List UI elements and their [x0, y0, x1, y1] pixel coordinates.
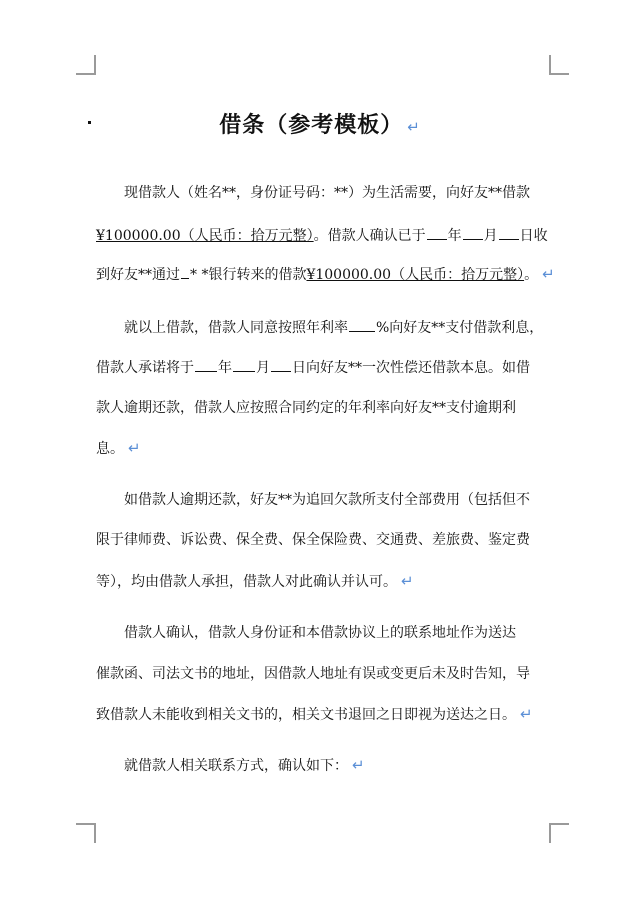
text: 现借款人（姓名**，身份证号码：**）为生活需要，向好友**借款 — [124, 185, 530, 201]
text: 年 — [447, 228, 462, 244]
loan-amount: ¥100000.00（人民币：拾万元整） — [96, 228, 314, 244]
page-corner-top-left — [76, 55, 96, 75]
text: 就以上借款，借款人同意按照年利率 — [124, 320, 348, 336]
p4-line-1 — [124, 623, 516, 643]
loan-amount: ¥100000.00（人民币：拾万元整） — [306, 267, 525, 283]
title-text: 借条（参考模板） — [219, 113, 404, 138]
text: 月 — [256, 360, 270, 376]
text: 。 — [524, 267, 539, 283]
blank-field — [463, 225, 483, 240]
text: 日向好友**一次性偿还借款本息。如借 — [292, 360, 530, 376]
p1-line-3 — [96, 264, 555, 285]
text: 款人逾期还款，借款人应按照合同约定的年利率向好友**支付逾期利 — [96, 400, 516, 416]
text: 就借款人相关联系方式，确认如下： — [124, 758, 348, 774]
text: 。借款人确认已于 — [313, 228, 426, 244]
blank-field — [181, 264, 189, 279]
text: %向好友**支付借款利息， — [376, 320, 544, 336]
blank-field — [233, 357, 255, 372]
page-corner-bottom-right — [549, 823, 569, 843]
p2-line-2 — [96, 357, 530, 378]
p4-line-3 — [96, 704, 533, 725]
blank-field — [499, 225, 519, 240]
paragraph-mark-icon: ↵ — [128, 439, 141, 457]
paragraph-mark-icon: ↵ — [542, 265, 555, 283]
blank-field — [349, 317, 375, 332]
text: 到好友**通过 — [96, 267, 180, 283]
p3-line-1 — [124, 490, 530, 510]
blank-field — [427, 225, 447, 240]
p3-line-3 — [96, 571, 414, 592]
text: 息。 — [96, 441, 124, 457]
text: 如借款人逾期还款，好友**为追回欠款所支付全部费用（包括但不 — [124, 492, 530, 508]
p4-line-2 — [96, 664, 530, 684]
paragraph-mark-icon: ↵ — [352, 756, 365, 774]
text: 借款人确认，借款人身份证和本借款协议上的联系地址作为送达 — [124, 625, 516, 641]
blank-field — [195, 357, 217, 372]
text: 等），均由借款人承担，借款人对此确认并认可。 — [96, 574, 397, 590]
p1-line-1 — [124, 183, 530, 203]
text: 致借款人未能收到相关文书的，相关文书退回之日即视为送达之日。 — [96, 707, 516, 723]
text: 月 — [483, 228, 498, 244]
blank-field — [271, 357, 291, 372]
paragraph-mark-icon: ↵ — [520, 705, 533, 723]
paragraph-mark-icon: ↵ — [401, 572, 414, 590]
p3-line-2 — [96, 530, 530, 550]
p1-line-2 — [96, 225, 548, 246]
p2-line-3 — [96, 398, 516, 418]
text: * *银行转来的借款 — [190, 267, 307, 283]
text: 催款函、司法文书的地址，因借款人地址有误或变更后未及时告知，导 — [96, 666, 530, 682]
text: 日收 — [519, 228, 548, 244]
text: 限于律师费、诉讼费、保全费、保全保险费、交通费、差旅费、鉴定费 — [96, 532, 530, 548]
text: 借款人承诺将于 — [96, 360, 194, 376]
page-corner-bottom-left — [76, 823, 96, 843]
page-corner-top-right — [549, 55, 569, 75]
p2-line-4 — [96, 438, 141, 459]
p5-line-1 — [124, 755, 365, 776]
document-title — [0, 108, 640, 139]
p2-line-1 — [124, 317, 543, 338]
paragraph-mark-icon: ↵ — [407, 118, 421, 136]
text: 年 — [218, 360, 232, 376]
